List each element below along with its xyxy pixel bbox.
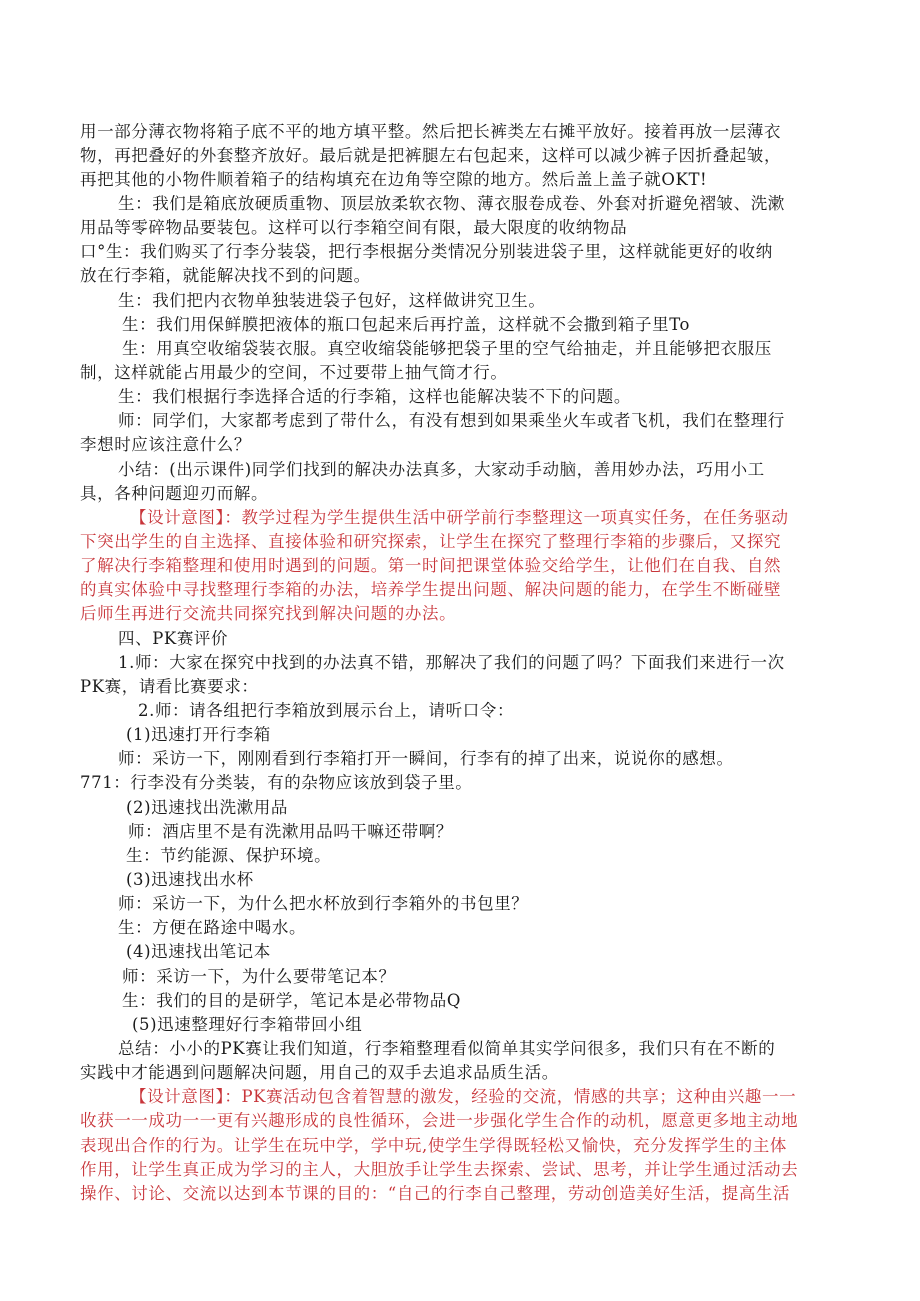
paragraph-line: 生：节约能源、保护环境。 [126,846,332,865]
paragraph-line: 制，这样就能占用最少的空间，不过要带上抽气筒才行。 [80,363,508,382]
paragraph-line: 口°生：我们购买了行李分装袋，把行李根据分类情况分别装进袋子里，这样就能更好的收纳 [80,242,773,261]
paragraph-line: 用一部分薄衣物将箱子底不平的地方填平整。然后把长裤类左右摊平放好。接着再放一层薄衣 [80,122,782,141]
paragraph-line: 生：我们把内衣物单独装进袋子包好，这样做讲究卫生。 [118,291,546,310]
design-intent-line: 表现出合作的行为。让学生在玩中学，学中玩,使学生学得既轻松又愉快，充分发挥学生的主体 [80,1136,787,1155]
paragraph-line: 师：酒店里不是有洗漱用品吗干嘛还带啊？ [128,822,453,841]
design-intent-line: 操作、讨论、交流以达到本节课的目的：“自己的行李自己整理，劳动创造美好生活，提高生活 [80,1184,791,1203]
paragraph-line: 生：我们用保鲜膜把液体的瓶口包起来后再拧盖，这样就不会撒到箱子里To [122,315,691,334]
paragraph-line: 用品等零碎物品要装包。这样可以行李箱空间有限，最大限度的收纳物品 [80,218,628,237]
paragraph-line: 具，各种问题迎刃而解。 [80,484,269,503]
design-intent-line: 【设计意图】：教学过程为学生提供生活中研学前行李整理这一项真实任务，在任务驱动 [130,508,789,527]
design-intent-line: 后师生再进行交流共同探究找到解决问题的办法。 [80,604,457,623]
list-item: (5)迅速整理好行李箱带回小组 [132,1015,363,1034]
paragraph-line: 李想时应该注意什么？ [80,435,251,454]
paragraph-line: PK赛，请看比赛要求： [80,677,259,696]
paragraph-line: 生：我们是箱底放硬质重物、顶层放柔软衣物、薄衣服卷成卷、外套对折避免褶皱、洗漱 [118,194,785,213]
paragraph-line: 实践中才能遇到问题解决问题，用自己的双手去追求品质生活。 [80,1063,559,1082]
paragraph-line: 师：采访一下，为什么要带笔记本？ [122,967,396,986]
list-item: (3)迅速找出水杯 [126,870,254,889]
design-intent-line: 作用，让学生真正成为学习的主人，大胆放手让学生去探索、尝试、思考，并让学生通过活动去 [80,1160,799,1179]
design-intent-line: 下突出学生的自主选择、直接体验和研究探索，让学生在探究了整理行李箱的步骤后，又探究 [80,532,782,551]
list-item: (2)迅速找出洗漱用品 [126,798,288,817]
design-intent-line: 了解决行李箱整理和使用时遇到的问题。第一时间把课堂体验交给学生，让他们在自我、自然 [80,556,782,575]
paragraph-line: 放在行李箱，就能解决找不到的问题。 [80,266,371,285]
design-intent-line: 收获一一成功一一更有兴趣形成的良性循环，会进一步强化学生合作的动机，愿意更多地主动地 [80,1111,799,1130]
paragraph-line: 771：行李没有分类装，有的杂物应该放到袋子里。 [80,773,473,792]
paragraph-line: 生：方便在路途中喝水。 [118,918,307,937]
design-intent-line: 【设计意图】：PK赛活动包含着智慧的激发，经验的交流，情感的共享；这种由兴趣一一 [130,1087,797,1106]
paragraph-line: 物，再把叠好的外套整齐放好。最后就是把裤腿左右包起来，这样可以减少裤子因折叠起皱， [80,146,782,165]
design-intent-line: 的真实体验中寻找整理行李箱的办法，培养学生提出问题、解决问题的能力，在学生不断碰壁 [80,580,782,599]
paragraph-line: 再把其他的小物件顺着箱子的结构填充在边角等空隙的地方。然后盖上盖子就OKT! [80,170,708,189]
paragraph-line: 小结：(出示课件)同学们找到的解决办法真多，大家动手动脑，善用妙办法，巧用小工 [118,460,765,479]
list-item: (1)迅速打开行李箱 [126,725,271,744]
paragraph-line: 2.师：请各组把行李箱放到展示台上，请听口令： [138,701,515,720]
paragraph-line: 师：采访一下，为什么把水杯放到行李箱外的书包里？ [118,894,529,913]
paragraph-line: 总结：小小的PK赛让我们知道，行李箱整理看似简单其实学问很多，我们只有在不断的 [118,1039,776,1058]
paragraph-line: 师：同学们，大家都考虑到了带什么，有没有想到如果乘坐火车或者飞机，我们在整理行 [118,411,785,430]
paragraph-line: 生：我们根据行李选择合适的行李箱，这样也能解决装不下的问题。 [118,387,631,406]
section-heading: 四、PK赛评价 [118,629,229,648]
paragraph-line: 生：我们的目的是研学，笔记本是必带物品Q [122,991,462,1010]
paragraph-line: 生：用真空收缩袋装衣服。真空收缩袋能够把袋子里的空气给抽走，并且能够把衣服压 [122,339,772,358]
list-item: (4)迅速找出笔记本 [126,942,271,961]
paragraph-line: 1.师：大家在探究中找到的办法真不错，那解决了我们的问题了吗？下面我们来进行一次 [118,653,785,672]
paragraph-line: 师：采访一下，刚刚看到行李箱打开一瞬间，行李有的掉了出来，说说你的感想。 [118,749,734,768]
